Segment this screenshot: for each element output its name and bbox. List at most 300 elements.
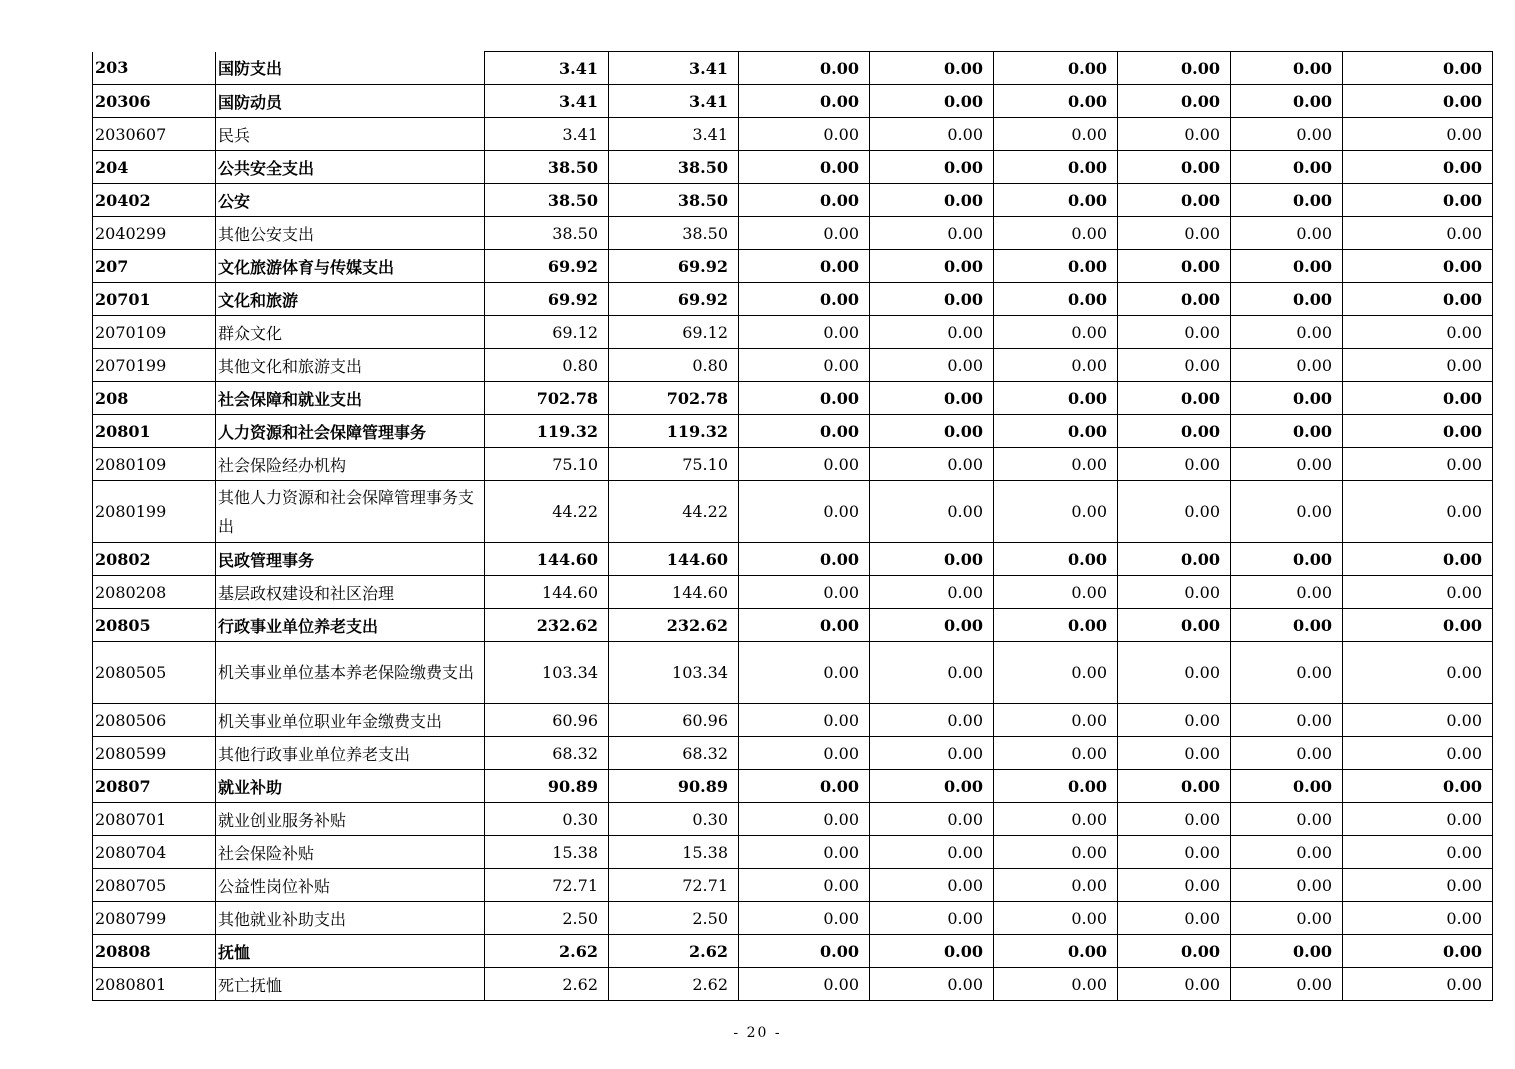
amount-cell: 0.00 [739, 349, 870, 382]
table-row [93, 642, 1493, 704]
amount-cell: 0.00 [1231, 151, 1343, 184]
subject-name-cell: 国防动员 [216, 85, 485, 118]
amount-cell: 0.00 [870, 869, 994, 902]
amount-cell: 0.00 [870, 85, 994, 118]
amount-cell: 0.00 [994, 283, 1118, 316]
amount-cell: 0.00 [1231, 770, 1343, 803]
subject-code-cell: 204 [93, 151, 216, 184]
amount-cell: 0.00 [1231, 85, 1343, 118]
amount-cell: 0.00 [739, 85, 870, 118]
amount-cell: 0.00 [1343, 415, 1493, 448]
amount-cell: 0.00 [1118, 576, 1231, 609]
amount-cell: 0.00 [994, 349, 1118, 382]
subject-code-cell: 2080705 [93, 869, 216, 902]
amount-cell: 15.38 [609, 836, 739, 869]
amount-cell: 0.00 [870, 968, 994, 1001]
subject-code-cell: 20808 [93, 935, 216, 968]
table-row [93, 85, 1493, 118]
amount-cell: 75.10 [609, 448, 739, 481]
amount-cell: 0.00 [994, 151, 1118, 184]
amount-cell: 38.50 [485, 217, 609, 250]
amount-cell: 0.80 [485, 349, 609, 382]
amount-cell: 0.00 [1231, 250, 1343, 283]
amount-cell: 0.00 [1343, 576, 1493, 609]
amount-cell: 0.00 [1118, 836, 1231, 869]
amount-cell: 0.00 [1343, 704, 1493, 737]
amount-cell: 0.00 [1231, 543, 1343, 576]
amount-cell: 0.00 [870, 481, 994, 543]
amount-cell: 0.00 [1118, 803, 1231, 836]
amount-cell: 38.50 [609, 151, 739, 184]
amount-cell: 0.00 [739, 576, 870, 609]
amount-cell: 0.00 [870, 836, 994, 869]
amount-cell: 38.50 [485, 184, 609, 217]
amount-cell: 0.00 [870, 217, 994, 250]
amount-cell: 0.00 [994, 576, 1118, 609]
amount-cell: 0.00 [1231, 415, 1343, 448]
table-row [93, 737, 1493, 770]
amount-cell: 0.00 [1343, 184, 1493, 217]
subject-code-cell: 2080704 [93, 836, 216, 869]
amount-cell: 0.00 [870, 448, 994, 481]
amount-cell: 0.00 [870, 902, 994, 935]
amount-cell: 0.00 [1343, 316, 1493, 349]
amount-cell: 0.00 [1231, 935, 1343, 968]
subject-code-cell: 2080599 [93, 737, 216, 770]
amount-cell: 0.00 [1118, 382, 1231, 415]
subject-name-cell: 公安 [216, 184, 485, 217]
subject-code-cell: 2080801 [93, 968, 216, 1001]
table-row [93, 349, 1493, 382]
amount-cell: 68.32 [609, 737, 739, 770]
subject-code-cell: 2080799 [93, 902, 216, 935]
table-row [93, 869, 1493, 902]
amount-cell: 0.00 [739, 836, 870, 869]
amount-cell: 103.34 [485, 642, 609, 704]
amount-cell: 0.00 [870, 609, 994, 642]
table-row [93, 382, 1493, 415]
amount-cell: 0.00 [739, 217, 870, 250]
amount-cell: 3.41 [485, 118, 609, 151]
amount-cell: 0.00 [994, 217, 1118, 250]
table-row [93, 118, 1493, 151]
amount-cell: 3.41 [609, 52, 739, 85]
subject-code-cell: 20807 [93, 770, 216, 803]
amount-cell: 0.00 [1343, 869, 1493, 902]
amount-cell: 2.62 [609, 935, 739, 968]
amount-cell: 144.60 [609, 543, 739, 576]
amount-cell: 0.00 [1231, 184, 1343, 217]
subject-code-cell: 20805 [93, 609, 216, 642]
amount-cell: 0.00 [1343, 52, 1493, 85]
amount-cell: 0.00 [1343, 382, 1493, 415]
amount-cell: 0.00 [1231, 902, 1343, 935]
amount-cell: 0.00 [1343, 448, 1493, 481]
amount-cell: 144.60 [485, 543, 609, 576]
amount-cell: 0.00 [1343, 609, 1493, 642]
amount-cell: 0.00 [1343, 349, 1493, 382]
amount-cell: 0.00 [994, 448, 1118, 481]
amount-cell: 0.00 [1118, 902, 1231, 935]
amount-cell: 69.92 [609, 283, 739, 316]
table-row [93, 283, 1493, 316]
amount-cell: 702.78 [485, 382, 609, 415]
amount-cell: 0.00 [1231, 836, 1343, 869]
subject-name-cell: 民政管理事务 [216, 543, 485, 576]
subject-code-cell: 2070199 [93, 349, 216, 382]
amount-cell: 0.00 [1118, 52, 1231, 85]
subject-name-cell: 机关事业单位职业年金缴费支出 [216, 704, 485, 737]
amount-cell: 0.00 [1118, 869, 1231, 902]
amount-cell: 232.62 [485, 609, 609, 642]
amount-cell: 69.92 [485, 250, 609, 283]
amount-cell: 2.50 [485, 902, 609, 935]
amount-cell: 0.00 [1231, 217, 1343, 250]
amount-cell: 0.00 [870, 704, 994, 737]
amount-cell: 0.00 [994, 803, 1118, 836]
amount-cell: 60.96 [485, 704, 609, 737]
subject-name-cell: 人力资源和社会保障管理事务 [216, 415, 485, 448]
amount-cell: 0.00 [739, 543, 870, 576]
amount-cell: 0.00 [739, 151, 870, 184]
amount-cell: 0.00 [994, 609, 1118, 642]
amount-cell: 0.00 [870, 184, 994, 217]
amount-cell: 0.00 [1343, 250, 1493, 283]
amount-cell: 72.71 [485, 869, 609, 902]
subject-name-cell: 死亡抚恤 [216, 968, 485, 1001]
table-row [93, 448, 1493, 481]
amount-cell: 0.00 [1118, 968, 1231, 1001]
subject-name-cell: 群众文化 [216, 316, 485, 349]
amount-cell: 0.00 [739, 481, 870, 543]
amount-cell: 119.32 [485, 415, 609, 448]
subject-code-cell: 2070109 [93, 316, 216, 349]
amount-cell: 0.00 [1118, 283, 1231, 316]
amount-cell: 0.30 [609, 803, 739, 836]
table-row [93, 902, 1493, 935]
amount-cell: 44.22 [609, 481, 739, 543]
table-row [93, 217, 1493, 250]
subject-name-cell: 民兵 [216, 118, 485, 151]
amount-cell: 69.12 [609, 316, 739, 349]
subject-name-cell: 其他公安支出 [216, 217, 485, 250]
amount-cell: 0.00 [1231, 481, 1343, 543]
amount-cell: 0.00 [739, 316, 870, 349]
amount-cell: 38.50 [485, 151, 609, 184]
subject-code-cell: 20802 [93, 543, 216, 576]
amount-cell: 0.00 [870, 316, 994, 349]
subject-name-cell: 就业补助 [216, 770, 485, 803]
amount-cell: 0.00 [994, 118, 1118, 151]
amount-cell: 0.00 [739, 118, 870, 151]
subject-name-cell: 文化和旅游 [216, 283, 485, 316]
amount-cell: 0.00 [1231, 609, 1343, 642]
amount-cell: 144.60 [485, 576, 609, 609]
table-body [93, 52, 1493, 1001]
budget-table [92, 51, 1493, 1001]
amount-cell: 0.00 [1118, 448, 1231, 481]
amount-cell: 0.00 [1118, 935, 1231, 968]
amount-cell: 0.00 [739, 869, 870, 902]
subject-code-cell: 2080199 [93, 481, 216, 543]
amount-cell: 0.00 [1343, 151, 1493, 184]
amount-cell: 0.00 [1231, 52, 1343, 85]
amount-cell: 0.00 [994, 250, 1118, 283]
subject-code-cell: 203 [93, 52, 216, 85]
table-row [93, 481, 1493, 543]
amount-cell: 0.00 [870, 415, 994, 448]
amount-cell: 0.00 [994, 642, 1118, 704]
table-row [93, 704, 1493, 737]
subject-name-cell: 其他文化和旅游支出 [216, 349, 485, 382]
amount-cell: 0.00 [1118, 184, 1231, 217]
subject-code-cell: 207 [93, 250, 216, 283]
amount-cell: 38.50 [609, 217, 739, 250]
amount-cell: 0.00 [870, 576, 994, 609]
amount-cell: 0.00 [739, 52, 870, 85]
amount-cell: 0.00 [1343, 770, 1493, 803]
amount-cell: 0.00 [739, 704, 870, 737]
amount-cell: 0.00 [1231, 869, 1343, 902]
amount-cell: 0.00 [870, 770, 994, 803]
amount-cell: 0.00 [1231, 642, 1343, 704]
amount-cell: 0.00 [870, 382, 994, 415]
amount-cell: 15.38 [485, 836, 609, 869]
subject-name-cell: 其他人力资源和社会保障管理事务支出 [216, 481, 485, 543]
subject-name-cell: 社会保险经办机构 [216, 448, 485, 481]
table-row [93, 803, 1493, 836]
table-row [93, 935, 1493, 968]
subject-name-cell: 就业创业服务补贴 [216, 803, 485, 836]
subject-name-cell: 公益性岗位补贴 [216, 869, 485, 902]
subject-code-cell: 2080506 [93, 704, 216, 737]
amount-cell: 0.00 [1343, 118, 1493, 151]
amount-cell: 0.00 [994, 737, 1118, 770]
amount-cell: 0.00 [1231, 283, 1343, 316]
amount-cell: 144.60 [609, 576, 739, 609]
amount-cell: 0.00 [739, 415, 870, 448]
amount-cell: 0.00 [1343, 968, 1493, 1001]
subject-name-cell: 基层政权建设和社区治理 [216, 576, 485, 609]
subject-code-cell: 208 [93, 382, 216, 415]
amount-cell: 0.00 [739, 382, 870, 415]
amount-cell: 702.78 [609, 382, 739, 415]
amount-cell: 0.30 [485, 803, 609, 836]
amount-cell: 0.00 [994, 869, 1118, 902]
amount-cell: 0.00 [739, 448, 870, 481]
amount-cell: 90.89 [485, 770, 609, 803]
amount-cell: 75.10 [485, 448, 609, 481]
amount-cell: 0.00 [1118, 118, 1231, 151]
amount-cell: 0.00 [1231, 118, 1343, 151]
table-row [93, 184, 1493, 217]
subject-code-cell: 20801 [93, 415, 216, 448]
amount-cell: 0.00 [1343, 283, 1493, 316]
subject-name-cell: 公共安全支出 [216, 151, 485, 184]
amount-cell: 69.12 [485, 316, 609, 349]
table-row [93, 52, 1493, 85]
amount-cell: 0.00 [739, 803, 870, 836]
table-row [93, 250, 1493, 283]
amount-cell: 38.50 [609, 184, 739, 217]
amount-cell: 0.00 [994, 935, 1118, 968]
subject-name-cell: 国防支出 [216, 52, 485, 85]
table-row [93, 609, 1493, 642]
amount-cell: 0.00 [1118, 737, 1231, 770]
amount-cell: 60.96 [609, 704, 739, 737]
amount-cell: 0.00 [1343, 902, 1493, 935]
subject-code-cell: 2080701 [93, 803, 216, 836]
amount-cell: 0.00 [870, 349, 994, 382]
amount-cell: 0.00 [994, 52, 1118, 85]
amount-cell: 0.00 [739, 642, 870, 704]
amount-cell: 0.00 [994, 382, 1118, 415]
amount-cell: 0.00 [870, 803, 994, 836]
amount-cell: 0.00 [870, 151, 994, 184]
amount-cell: 0.00 [1118, 481, 1231, 543]
amount-cell: 44.22 [485, 481, 609, 543]
amount-cell: 0.00 [739, 283, 870, 316]
amount-cell: 0.00 [1231, 349, 1343, 382]
amount-cell: 0.00 [870, 737, 994, 770]
amount-cell: 0.00 [1231, 448, 1343, 481]
amount-cell: 3.41 [485, 85, 609, 118]
amount-cell: 68.32 [485, 737, 609, 770]
subject-name-cell: 社会保障和就业支出 [216, 382, 485, 415]
table-row [93, 543, 1493, 576]
amount-cell: 0.00 [994, 316, 1118, 349]
amount-cell: 0.00 [994, 543, 1118, 576]
amount-cell: 0.00 [1118, 415, 1231, 448]
amount-cell: 0.00 [1343, 803, 1493, 836]
subject-code-cell: 2030607 [93, 118, 216, 151]
amount-cell: 0.00 [1231, 316, 1343, 349]
amount-cell: 3.41 [485, 52, 609, 85]
amount-cell: 0.00 [870, 283, 994, 316]
amount-cell: 0.00 [739, 609, 870, 642]
amount-cell: 0.00 [1118, 770, 1231, 803]
amount-cell: 0.00 [1343, 642, 1493, 704]
table-row [93, 151, 1493, 184]
subject-name-cell: 文化旅游体育与传媒支出 [216, 250, 485, 283]
table-row [93, 770, 1493, 803]
amount-cell: 0.00 [1343, 481, 1493, 543]
amount-cell: 0.00 [994, 968, 1118, 1001]
amount-cell: 72.71 [609, 869, 739, 902]
table-row [93, 415, 1493, 448]
amount-cell: 2.62 [485, 968, 609, 1001]
amount-cell: 0.80 [609, 349, 739, 382]
amount-cell: 0.00 [739, 935, 870, 968]
amount-cell: 69.92 [609, 250, 739, 283]
amount-cell: 0.00 [994, 184, 1118, 217]
amount-cell: 0.00 [994, 770, 1118, 803]
table-row [93, 968, 1493, 1001]
amount-cell: 0.00 [1343, 737, 1493, 770]
amount-cell: 0.00 [994, 415, 1118, 448]
amount-cell: 0.00 [870, 935, 994, 968]
amount-cell: 0.00 [870, 642, 994, 704]
subject-name-cell: 行政事业单位养老支出 [216, 609, 485, 642]
amount-cell: 0.00 [739, 250, 870, 283]
table-row [93, 836, 1493, 869]
amount-cell: 0.00 [870, 118, 994, 151]
amount-cell: 0.00 [1118, 543, 1231, 576]
amount-cell: 0.00 [739, 902, 870, 935]
amount-cell: 0.00 [1231, 737, 1343, 770]
subject-code-cell: 2080505 [93, 642, 216, 704]
amount-cell: 0.00 [1118, 704, 1231, 737]
subject-code-cell: 2040299 [93, 217, 216, 250]
amount-cell: 0.00 [1231, 382, 1343, 415]
amount-cell: 0.00 [739, 737, 870, 770]
amount-cell: 0.00 [870, 52, 994, 85]
amount-cell: 0.00 [1231, 968, 1343, 1001]
amount-cell: 0.00 [1118, 250, 1231, 283]
table-row [93, 576, 1493, 609]
subject-code-cell: 2080208 [93, 576, 216, 609]
amount-cell: 0.00 [1343, 85, 1493, 118]
amount-cell: 0.00 [739, 184, 870, 217]
amount-cell: 69.92 [485, 283, 609, 316]
amount-cell: 0.00 [739, 770, 870, 803]
amount-cell: 0.00 [1118, 217, 1231, 250]
amount-cell: 0.00 [1118, 151, 1231, 184]
subject-name-cell: 抚恤 [216, 935, 485, 968]
amount-cell: 0.00 [994, 704, 1118, 737]
amount-cell: 0.00 [994, 481, 1118, 543]
amount-cell: 0.00 [1118, 85, 1231, 118]
amount-cell: 2.62 [609, 968, 739, 1001]
amount-cell: 0.00 [1118, 642, 1231, 704]
amount-cell: 3.41 [609, 118, 739, 151]
amount-cell: 0.00 [1343, 543, 1493, 576]
amount-cell: 2.50 [609, 902, 739, 935]
subject-code-cell: 2080109 [93, 448, 216, 481]
amount-cell: 0.00 [1343, 935, 1493, 968]
amount-cell: 0.00 [994, 902, 1118, 935]
amount-cell: 0.00 [994, 836, 1118, 869]
subject-code-cell: 20402 [93, 184, 216, 217]
amount-cell: 90.89 [609, 770, 739, 803]
amount-cell: 119.32 [609, 415, 739, 448]
amount-cell: 0.00 [1343, 836, 1493, 869]
subject-code-cell: 20701 [93, 283, 216, 316]
amount-cell: 0.00 [1231, 704, 1343, 737]
subject-code-cell: 20306 [93, 85, 216, 118]
subject-name-cell: 其他行政事业单位养老支出 [216, 737, 485, 770]
amount-cell: 0.00 [1231, 576, 1343, 609]
amount-cell: 0.00 [1118, 609, 1231, 642]
amount-cell: 3.41 [609, 85, 739, 118]
amount-cell: 0.00 [1118, 316, 1231, 349]
amount-cell: 0.00 [739, 968, 870, 1001]
amount-cell: 0.00 [994, 85, 1118, 118]
amount-cell: 0.00 [1118, 349, 1231, 382]
amount-cell: 0.00 [870, 250, 994, 283]
page-number: - 20 - [733, 1025, 782, 1041]
subject-name-cell: 机关事业单位基本养老保险缴费支出 [216, 642, 485, 704]
amount-cell: 0.00 [1231, 803, 1343, 836]
amount-cell: 0.00 [870, 543, 994, 576]
amount-cell: 232.62 [609, 609, 739, 642]
subject-name-cell: 其他就业补助支出 [216, 902, 485, 935]
amount-cell: 103.34 [609, 642, 739, 704]
amount-cell: 2.62 [485, 935, 609, 968]
amount-cell: 0.00 [1343, 217, 1493, 250]
subject-name-cell: 社会保险补贴 [216, 836, 485, 869]
table-row [93, 316, 1493, 349]
